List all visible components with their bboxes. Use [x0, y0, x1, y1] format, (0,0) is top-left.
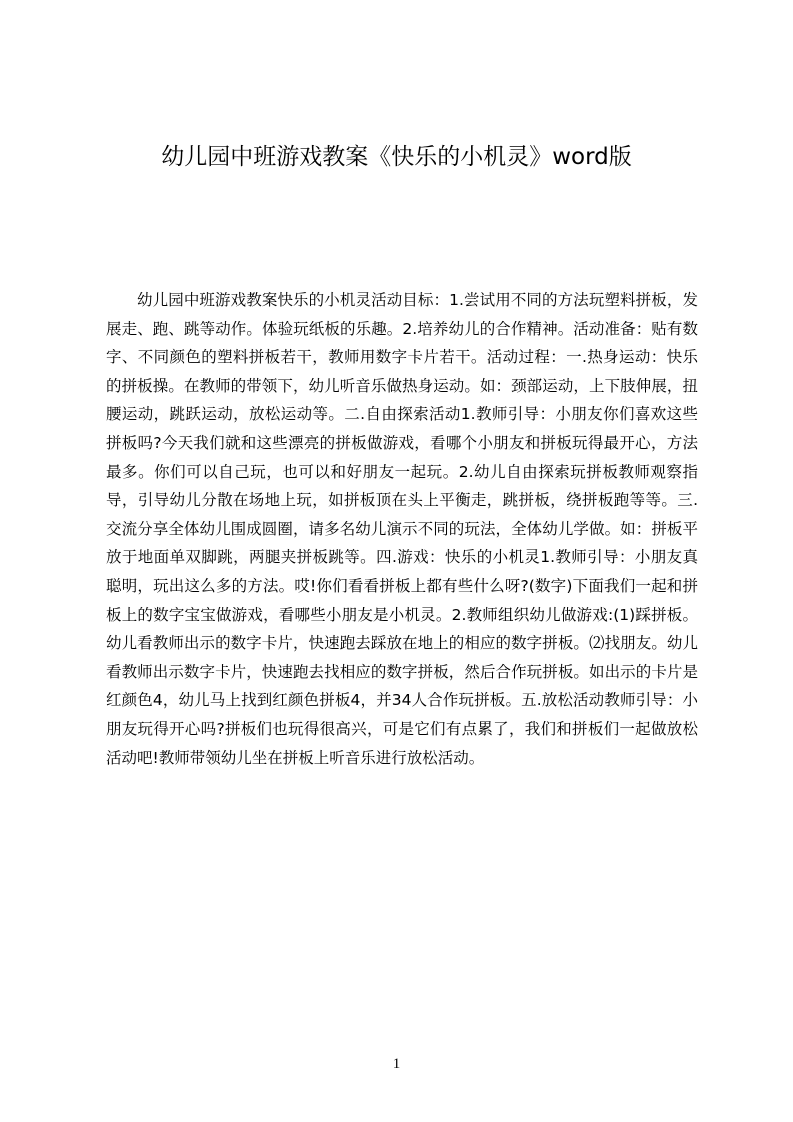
document-title: 幼儿园中班游戏教案《快乐的小机灵》word版	[161, 144, 632, 170]
document-body-paragraph: 幼儿园中班游戏教案快乐的小机灵活动目标：1.尝试用不同的方法玩塑料拼板，发展走、跑、跳等动作。体验玩纸板的乐趣。2.培养幼儿的合作精神。活动准备：贴有数字、不同颜色的塑料拼板若干，教师用数字卡片若干。活动过程：一.热身运动：快乐的拼板操。在教师的带领下，幼儿听音乐做热身运动。如：颈部运动，上下肢伸展，扭腰运动，跳跃运动，放松运动等。二.自由探索活动1.教师引导：小朋友你们喜欢这些拼板吗?今天我们就和这些漂亮的拼板做游戏，看哪个小朋友和拼板玩得最开心，方法最多。你们可以自己玩，也可以和好朋友一起玩。2.幼儿自由探索玩拼板教师观察指导，引导幼儿分散在场地上玩，如拼板顶在头上平衡走，跳拼板，绕拼板跑等等。三.交流分享全体幼儿围成圆圈，请多名幼儿演示不同的玩法，全体幼儿学做。如：拼板平放于地面单双脚跳，两腿夹拼板跳等。四.游戏：快乐的小机灵1.教师引导：小朋友真聪明，玩出这么多的方法。哎!你们看看拼板上都有些什么呀?(数字)下面我们一起和拼板上的数字宝宝做游戏，看哪些小朋友是小机灵。2.教师组织幼儿做游戏:(1)踩拼板。幼儿看教师出示的数字卡片，快速跑去踩放在地上的相应的数字拼板。⑵找朋友。幼儿看教师出示数字卡片，快速跑去找相应的数字拼板，然后合作玩拼板。如出示的卡片是红颜色4，幼儿马上找到红颜色拼板4，并34人合作玩拼板。五.放松活动教师引导：小朋友玩得开心吗?拼板们也玩得很高兴，可是它们有点累了，我们和拼板们一起做放松活动吧!教师带领幼儿坐在拼板上听音乐进行放松活动。	[106, 291, 698, 766]
page-number: 1	[392, 1056, 401, 1072]
